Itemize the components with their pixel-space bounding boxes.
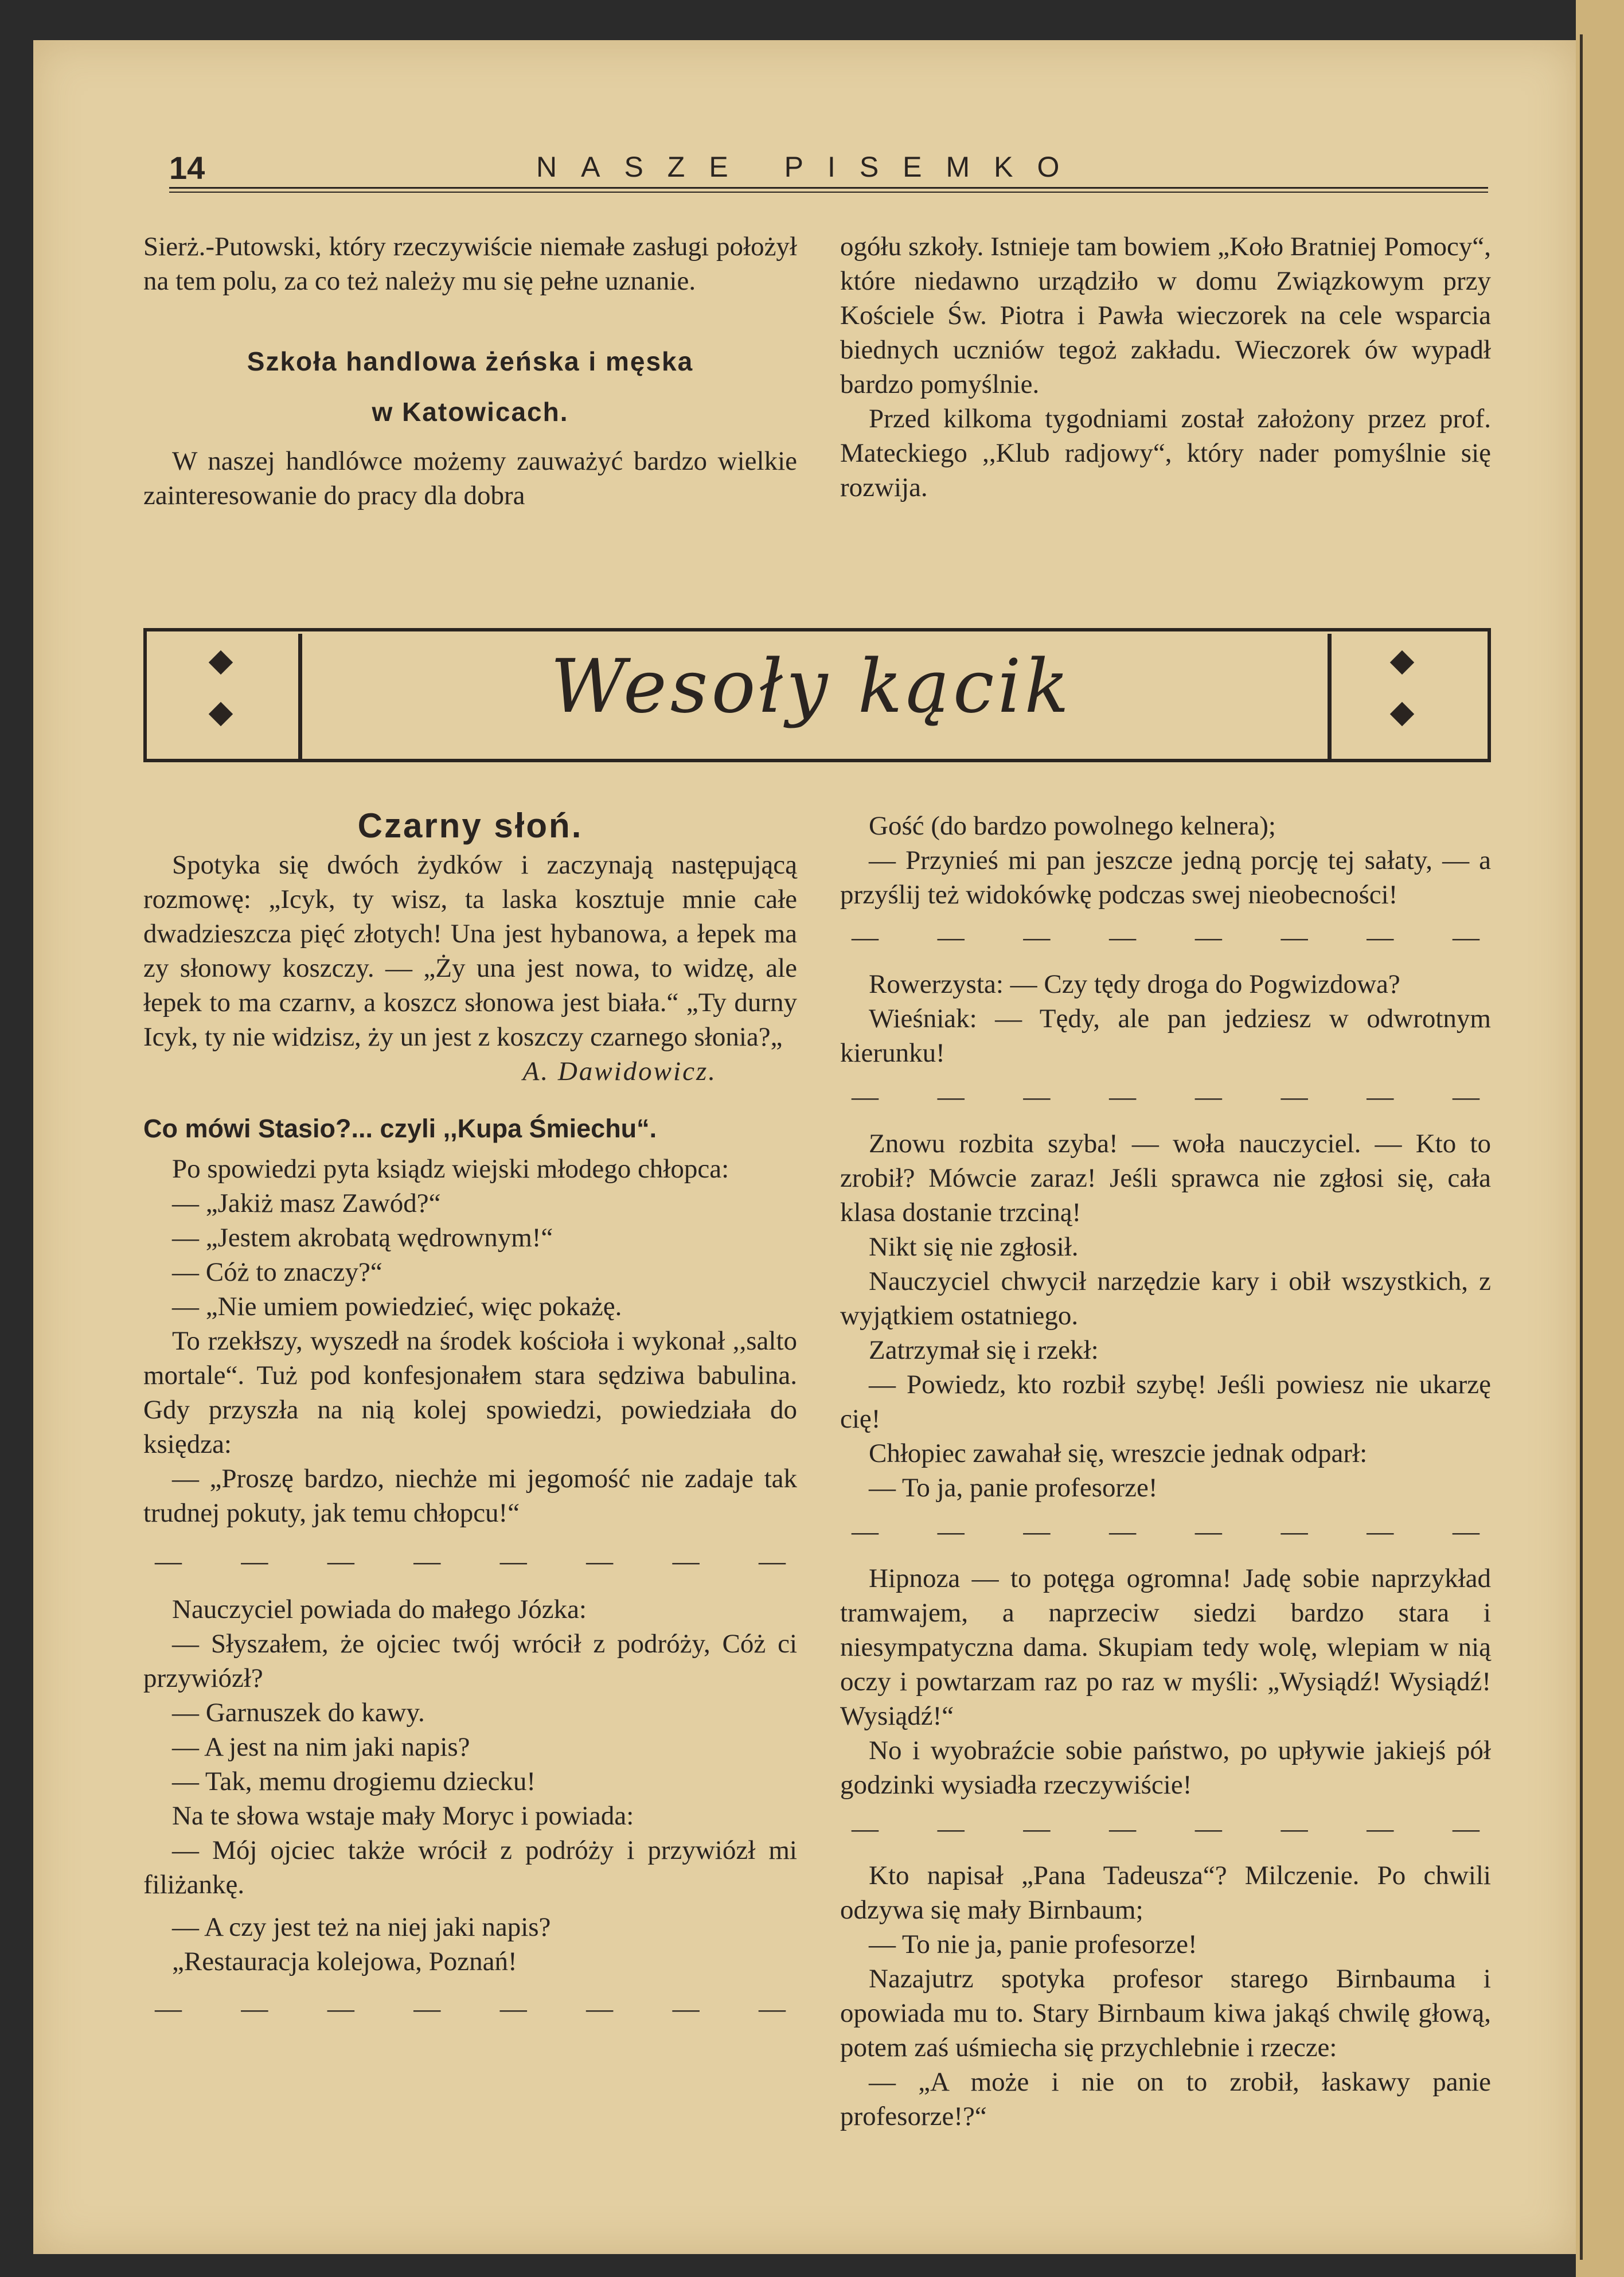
page-number: 14 [169, 150, 205, 186]
story-line: — Tak, memu drogiemu dziecku! [172, 1767, 536, 1796]
diamond-ornament-icon [1393, 654, 1411, 734]
separator-dashes: — — — — — — — — [852, 1516, 1479, 1546]
joke-line: Zatrzymał się i rzekł: [869, 1335, 1099, 1365]
section-heading: Szkoła handlowa żeńska i męska [247, 346, 694, 376]
story-line: Nauczyciel powiada do małego Józka: [172, 1594, 587, 1624]
story-text: Spotyka się dwóch żydków i zaczynają następującą rozmowę: „Icyk, ty wisz, ta laska kosztuje mnie całe dwadzieszcza pięć złotych! Una jest hybanowa, a łepek ma zy słonowy koszczy. — „Ży una jest nowa, to widzę, ale łepek to ma czarnv, a koszcz słonowa jest biała.“ „Ty durny Icyk, ty nie widzisz, ży un jest z koszczy czarnego słonia?„ [143, 850, 797, 1052]
joke-line: Nikt się nie zgłosił. [869, 1232, 1079, 1262]
banner-divider-right [1328, 634, 1332, 761]
top-left-column [143, 229, 797, 513]
joke-line: Rowerzysta: — Czy tędy droga do Pogwizdowa? [869, 969, 1400, 999]
left-column [143, 806, 797, 2026]
joke-line: — „A może i nie on to zrobił, łaskawy panie profesorze!?“ [840, 2067, 1491, 2131]
joke-line: — Przynieś mi pan jeszcze jedną porcję tej sałaty, — a przyślij też widokówkę podczas swej nieobecności! [840, 845, 1491, 910]
right-column [840, 809, 1491, 2134]
book-spine [1576, 0, 1624, 2277]
joke-line: Wieśniak: — Tędy, ale pan jedziesz w odwrotnym kierunku! [840, 1004, 1491, 1068]
joke-line: Gość (do bardzo powolnego kelnera); [869, 811, 1276, 841]
joke-line: Nauczyciel chwycił narzędzie kary i obił wszystkich, z wyjątkiem ostatniego. [840, 1266, 1491, 1331]
joke-line: Kto napisał „Pana Tadeusza“? Milczenie. Po chwili odzywa się mały Birnbaum; [840, 1861, 1491, 1925]
header-rule-thin [169, 192, 1488, 193]
paragraph: W naszej handlówce możemy zauważyć bardzo wielkie zainteresowanie do pracy dla dobra [143, 446, 797, 510]
joke-line: — To nie ja, panie profesorze! [869, 1929, 1197, 1959]
story-line: — „Proszę bardzo, niechże mi jegomość nie zadaje tak trudnej pokuty, jak temu chłopcu!“ [143, 1464, 797, 1528]
section-heading-sub: w Katowicach. [372, 397, 569, 427]
story-line: „Restauracja kolejowa, Poznań! [172, 1947, 517, 1976]
story-line: — Słyszałem, że ojciec twój wrócił z podróży, Cóż ci przywiózł? [143, 1629, 797, 1693]
story-line: — „Jestem akrobatą wędrownym!“ [172, 1223, 553, 1253]
story-line: — Mój ojciec także wrócił z podróży i przywiózł mi filiżankę. [143, 1835, 797, 1900]
diamond-ornament-icon [212, 654, 229, 734]
banner-divider-left [298, 634, 302, 761]
page-header [169, 149, 1488, 189]
story-title: Czarny słoń. [357, 806, 583, 845]
joke-line: Hipnoza — to potęga ogromna! Jadę sobie naprzykład tramwajem, a naprzeciw siedzi bardzo stara i niesympatyczna dama. Skupiam tedy wolę, wlepiam w nią oczy i powtarzam raz po raz w myśli: „Wysiądź! Wysiądź! Wysiądź!“ [840, 1564, 1491, 1731]
joke-line: Chłopiec zawahał się, wreszcie jednak odparł: [869, 1438, 1368, 1468]
paragraph: Przed kilkoma tygodniami został założony przez prof. Mateckiego ,,Klub radjowy“, który nader pomyślnie się rozwija. [840, 404, 1491, 502]
story-line: To rzekłszy, wyszedł na środek kościoła i wykonał ,,salto mortale“. Tuż pod konfesjonałem stara sędziwa babulina. Gdy przyszła na nią kolej spowiedzi, powiedziała do księdza: [143, 1326, 797, 1459]
paragraph: Sierż.-Putowski, który rzeczywiście niemałe zasługi położył na tem polu, za co też należy mu się pełne uznanie. [143, 232, 797, 296]
author-signature: A. Dawidowicz. [522, 1056, 717, 1086]
story-line: — Garnuszek do kawy. [172, 1698, 425, 1728]
joke-line: No i wyobraźcie sobie państwo, po upływie jakiejś pół godzinki wysiadła rzeczywiście! [840, 1736, 1491, 1800]
paragraph: ogółu szkoły. Istnieje tam bowiem „Koło Bratniej Pomocy“, które niedawno urządziło w domu Związkowym przy Kościele Św. Piotra i Pawła wieczorek na cele wsparcia biednych uczniów tegoż zakładu. Wieczorek ów wypadł bardzo pomyślnie. [840, 232, 1491, 399]
separator-dashes: — — — — — — — — [852, 1082, 1479, 1112]
story-line: Po spowiedzi pyta ksiądz wiejski młodego chłopca: [172, 1154, 729, 1184]
story-line: Na te słowa wstaje mały Moryc i powiada: [172, 1801, 634, 1831]
separator-dashes: — — — — — — — — [852, 1814, 1479, 1843]
story-line: — A jest na nim jaki napis? [172, 1732, 470, 1762]
story-line: — „Nie umiem powiedzieć, więc pokażę. [172, 1292, 622, 1321]
story-line: — A czy jest też na niej jaki napis? [172, 1912, 551, 1942]
joke-line: Nazajutrz spotyka profesor starego Birnbauma i opowiada mu to. Stary Birnbaum kiwa jakąś chwilę głową, potem zaś uśmiecha się przychlebnie i rzecze: [840, 1964, 1491, 2062]
joke-line: — To ja, panie profesorze! [869, 1473, 1158, 1503]
banner-title: Wesoły kącik [550, 644, 1073, 730]
section-banner [143, 628, 1491, 760]
publication-title: NASZE PISEMKO [536, 151, 1084, 183]
story-line: — „Jakiż masz Zawód?“ [172, 1188, 441, 1218]
separator-dashes: — — — — — — — — [155, 1994, 786, 2023]
story-line: — Cóż to znaczy?“ [172, 1257, 382, 1287]
top-right-column [840, 229, 1491, 505]
joke-line: — Powiedz, kto rozbił szybę! Jeśli powiesz nie ukarzę cię! [840, 1370, 1491, 1434]
story-title: Co mówi Stasio?... czyli ,,Kupa Śmiechu“. [143, 1114, 657, 1143]
separator-dashes: — — — — — — — — [852, 922, 1479, 952]
joke-line: Znowu rozbita szyba! — woła nauczyciel. — Kto to zrobił? Mówcie zaraz! Jeśli sprawca nie zgłosi się, cała klasa dostanie trzciną! [840, 1129, 1491, 1227]
header-rule [169, 187, 1488, 189]
binding-edge [1580, 34, 1583, 2260]
separator-dashes: — — — — — — — — [155, 1546, 786, 1576]
